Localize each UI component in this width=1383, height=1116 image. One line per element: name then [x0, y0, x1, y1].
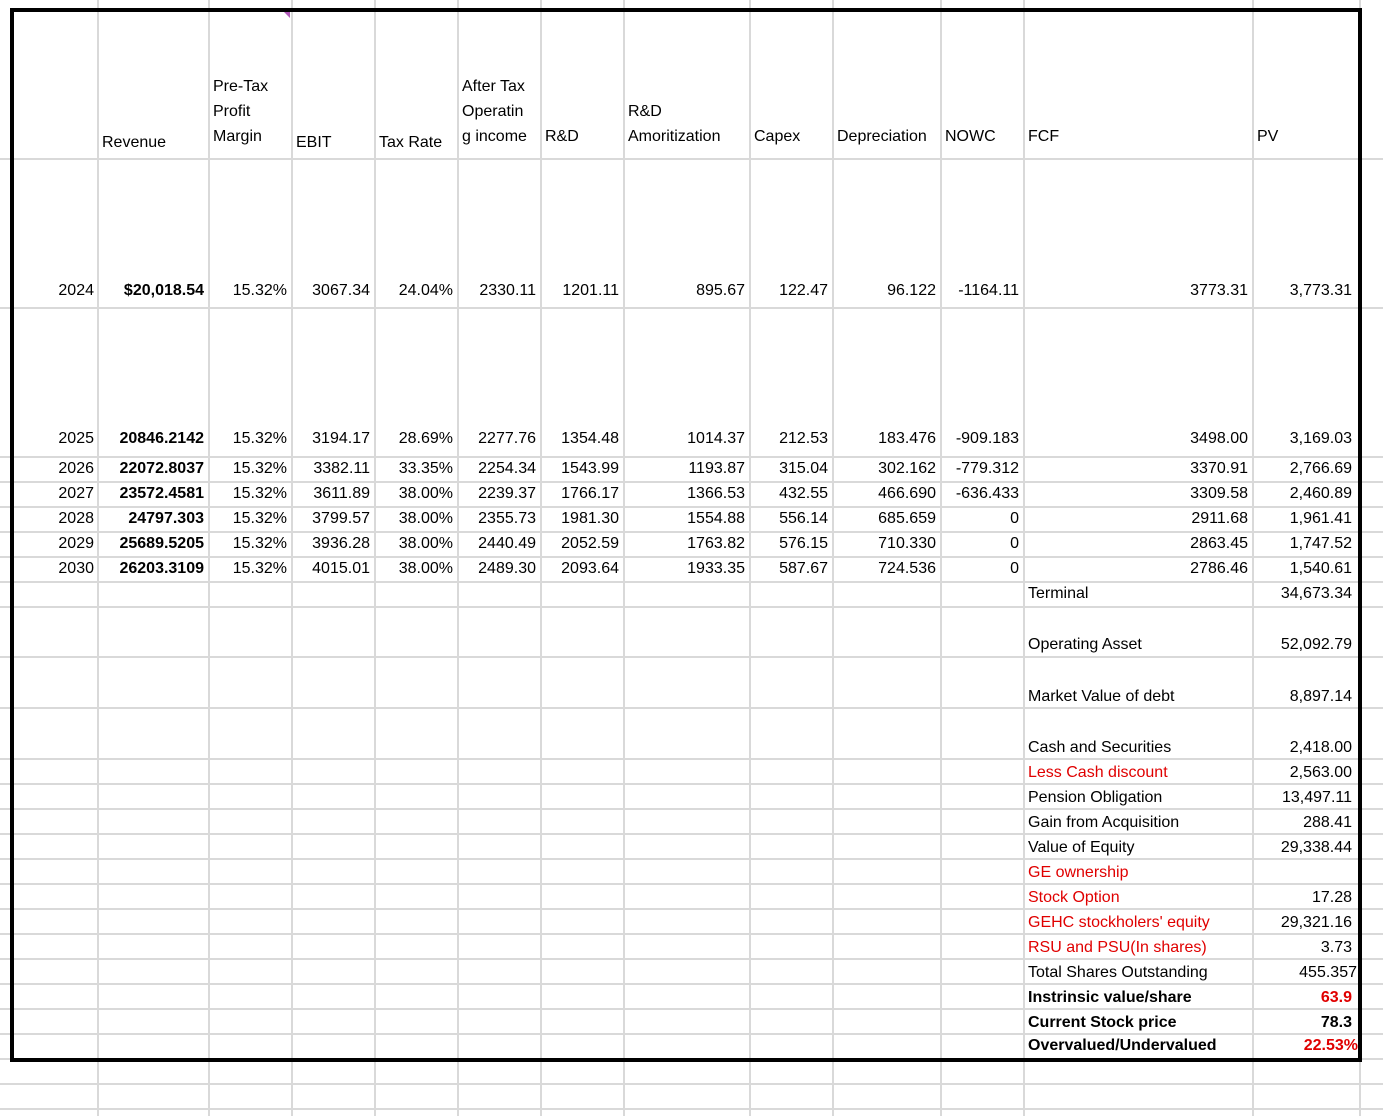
- grid-row-line: [0, 1058, 1383, 1060]
- cell-fcf[interactable]: 3773.31: [1190, 282, 1248, 299]
- summary-value[interactable]: 63.9: [1320, 989, 1352, 1006]
- header-rd-amort-1[interactable]: R&D: [628, 103, 662, 120]
- cell-rd-amort[interactable]: 1366.53: [687, 485, 745, 502]
- cell-nowc[interactable]: 0: [1010, 560, 1019, 577]
- summary-value[interactable]: 29,338.44: [1280, 839, 1352, 856]
- cell-revenue[interactable]: 23572.4581: [119, 485, 204, 502]
- cell-capex[interactable]: 432.55: [779, 485, 828, 502]
- cell-tax-rate[interactable]: 38.00%: [398, 535, 453, 552]
- summary-label[interactable]: Pension Obligation: [1028, 789, 1163, 806]
- cell-fcf[interactable]: 2863.45: [1190, 535, 1248, 552]
- summary-value[interactable]: 288.41: [1303, 814, 1352, 831]
- cell-rd[interactable]: 2093.64: [561, 560, 619, 577]
- cell-rd[interactable]: 1201.11: [562, 282, 619, 299]
- header-margin-2[interactable]: Profit: [213, 103, 251, 120]
- summary-value[interactable]: 34,673.34: [1280, 585, 1352, 602]
- cell-rd-amort[interactable]: 1763.82: [687, 535, 745, 552]
- cell-rd[interactable]: 1354.48: [561, 430, 619, 447]
- cell-pv[interactable]: 2,460.89: [1289, 485, 1352, 502]
- cell-capex[interactable]: 122.47: [779, 282, 828, 299]
- cell-year[interactable]: 2030: [58, 560, 94, 577]
- cell-year[interactable]: 2024: [58, 282, 94, 299]
- summary-label[interactable]: GEHC stockholers' equity: [1028, 914, 1210, 931]
- cell-margin[interactable]: 15.32%: [232, 282, 287, 299]
- cell-fcf[interactable]: 2786.46: [1190, 560, 1248, 577]
- summary-value[interactable]: 455.357: [1299, 964, 1357, 981]
- summary-value[interactable]: 8,897.14: [1289, 688, 1352, 705]
- cell-depreciation[interactable]: 96.122: [887, 282, 936, 299]
- cell-tax-rate[interactable]: 33.35%: [398, 460, 453, 477]
- cell-margin[interactable]: 15.32%: [232, 430, 287, 447]
- cell-comment-marker-icon[interactable]: [282, 10, 290, 18]
- summary-value[interactable]: 52,092.79: [1280, 636, 1352, 653]
- cell-revenue[interactable]: 20846.2142: [119, 430, 204, 447]
- cell-year[interactable]: 2028: [58, 510, 94, 527]
- cell-revenue[interactable]: 26203.3109: [119, 560, 204, 577]
- grid-row-line: [0, 1108, 1383, 1110]
- cell-after-tax[interactable]: 2440.49: [478, 535, 536, 552]
- header-depreciation[interactable]: Depreciation: [837, 128, 927, 145]
- cell-after-tax[interactable]: 2355.73: [478, 510, 536, 527]
- cell-fcf[interactable]: 3498.00: [1190, 430, 1248, 447]
- cell-pv[interactable]: 1,747.52: [1289, 535, 1352, 552]
- grid-column-line: [1359, 0, 1361, 1116]
- summary-label[interactable]: Current Stock price: [1028, 1014, 1177, 1031]
- header-after-tax-1[interactable]: After Tax: [462, 78, 525, 95]
- grid-row-line: [0, 606, 1383, 608]
- cell-nowc[interactable]: -909.183: [955, 430, 1019, 447]
- header-nowc[interactable]: NOWC: [945, 128, 996, 145]
- summary-label[interactable]: Terminal: [1028, 585, 1089, 602]
- cell-nowc[interactable]: -636.433: [955, 485, 1019, 502]
- summary-label[interactable]: RSU and PSU(In shares): [1028, 939, 1207, 956]
- cell-ebit[interactable]: 4015.01: [312, 560, 370, 577]
- cell-nowc[interactable]: -1164.11: [958, 282, 1019, 299]
- cell-revenue[interactable]: 24797.303: [128, 510, 204, 527]
- cell-fcf[interactable]: 3309.58: [1190, 485, 1248, 502]
- grid-row-line: [0, 307, 1383, 309]
- cell-nowc[interactable]: 0: [1010, 535, 1019, 552]
- summary-label[interactable]: Stock Option: [1028, 889, 1120, 906]
- cell-capex[interactable]: 576.15: [779, 535, 828, 552]
- summary-label[interactable]: Less Cash discount: [1028, 764, 1168, 781]
- cell-rd-amort[interactable]: 1554.88: [687, 510, 745, 527]
- cell-nowc[interactable]: 0: [1010, 510, 1019, 527]
- cell-fcf[interactable]: 2911.68: [1191, 510, 1248, 527]
- cell-year[interactable]: 2025: [58, 430, 94, 447]
- cell-pv[interactable]: 3,169.03: [1289, 430, 1352, 447]
- summary-label[interactable]: Cash and Securities: [1028, 739, 1172, 756]
- header-fcf[interactable]: FCF: [1028, 128, 1060, 145]
- cell-nowc[interactable]: -779.312: [955, 460, 1019, 477]
- cell-rd-amort[interactable]: 1933.35: [687, 560, 745, 577]
- cell-after-tax[interactable]: 2239.37: [478, 485, 536, 502]
- cell-depreciation[interactable]: 685.659: [878, 510, 936, 527]
- cell-margin[interactable]: 15.32%: [232, 485, 287, 502]
- cell-ebit[interactable]: 3799.57: [312, 510, 370, 527]
- cell-revenue[interactable]: 25689.5205: [119, 535, 204, 552]
- cell-pv[interactable]: 2,766.69: [1289, 460, 1352, 477]
- summary-value[interactable]: [1152, 860, 1352, 885]
- cell-capex[interactable]: 212.53: [779, 430, 828, 447]
- summary-value[interactable]: 78.3: [1320, 1014, 1352, 1031]
- summary-value[interactable]: 2,418.00: [1289, 739, 1352, 756]
- cell-ebit[interactable]: 3194.17: [312, 430, 370, 447]
- header-margin-1[interactable]: Pre-Tax: [213, 78, 269, 95]
- cell-ebit[interactable]: 3611.89: [313, 485, 370, 502]
- cell-capex[interactable]: 556.14: [779, 510, 828, 527]
- cell-fcf[interactable]: 3370.91: [1190, 460, 1248, 477]
- header-capex[interactable]: Capex: [754, 128, 801, 145]
- cell-rd-amort[interactable]: 895.67: [696, 282, 745, 299]
- summary-label[interactable]: Total Shares Outstanding: [1028, 964, 1208, 981]
- cell-pv[interactable]: 1,961.41: [1289, 510, 1352, 527]
- cell-margin[interactable]: 15.32%: [232, 560, 287, 577]
- cell-after-tax[interactable]: 2277.76: [478, 430, 536, 447]
- cell-tax-rate[interactable]: 38.00%: [398, 485, 453, 502]
- summary-label[interactable]: Value of Equity: [1028, 839, 1135, 856]
- cell-pv[interactable]: 3,773.31: [1289, 282, 1352, 299]
- cell-depreciation[interactable]: 724.536: [878, 560, 936, 577]
- cell-margin[interactable]: 15.32%: [232, 510, 287, 527]
- header-after-tax-3[interactable]: g income: [462, 128, 527, 145]
- cell-depreciation[interactable]: 302.162: [878, 460, 936, 477]
- cell-tax-rate[interactable]: 38.00%: [398, 510, 453, 527]
- cell-pv[interactable]: 1,540.61: [1289, 560, 1352, 577]
- summary-label[interactable]: Operating Asset: [1028, 636, 1142, 653]
- summary-label[interactable]: Overvalued/Undervalued: [1028, 1037, 1217, 1054]
- cell-capex[interactable]: 587.67: [779, 560, 828, 577]
- summary-value[interactable]: 17.28: [1311, 889, 1352, 906]
- summary-label[interactable]: Gain from Acquisition: [1028, 814, 1180, 831]
- header-rd[interactable]: R&D: [545, 128, 579, 145]
- cell-year[interactable]: 2026: [58, 460, 94, 477]
- grid-row-line: [0, 158, 1383, 160]
- cell-after-tax[interactable]: 2254.34: [478, 460, 536, 477]
- header-pv[interactable]: PV: [1257, 128, 1279, 145]
- cell-year[interactable]: 2029: [58, 535, 94, 552]
- cell-rd-amort[interactable]: 1014.37: [687, 430, 745, 447]
- cell-ebit[interactable]: 3936.28: [312, 535, 370, 552]
- summary-value[interactable]: 13,497.11: [1282, 789, 1352, 806]
- header-tax-rate[interactable]: Tax Rate: [379, 134, 443, 151]
- cell-ebit[interactable]: 3382.11: [313, 460, 370, 477]
- cell-margin[interactable]: 15.32%: [232, 535, 287, 552]
- cell-after-tax[interactable]: 2489.30: [478, 560, 536, 577]
- summary-label[interactable]: GE ownership: [1028, 864, 1129, 881]
- header-after-tax-2[interactable]: Operatin: [462, 103, 524, 120]
- cell-rd[interactable]: 1981.30: [561, 510, 619, 527]
- cell-capex[interactable]: 315.04: [779, 460, 828, 477]
- cell-depreciation[interactable]: 183.476: [878, 430, 936, 447]
- summary-value[interactable]: 2,563.00: [1289, 764, 1352, 781]
- cell-revenue[interactable]: 22072.8037: [119, 460, 204, 477]
- summary-label[interactable]: Market Value of debt: [1028, 688, 1175, 705]
- cell-rd-amort[interactable]: 1193.87: [688, 460, 745, 477]
- cell-rd[interactable]: 1766.17: [561, 485, 619, 502]
- grid-row-line: [0, 1083, 1383, 1085]
- summary-value[interactable]: 29,321.16: [1280, 914, 1352, 931]
- cell-depreciation[interactable]: 710.330: [878, 535, 936, 552]
- summary-value[interactable]: 22.53%: [1303, 1037, 1358, 1054]
- cell-year[interactable]: 2027: [58, 485, 94, 502]
- summary-value[interactable]: 3.73: [1320, 939, 1352, 956]
- header-revenue[interactable]: Revenue: [102, 134, 167, 151]
- cell-ebit[interactable]: 3067.34: [312, 282, 370, 299]
- cell-revenue[interactable]: $20,018.54: [123, 282, 204, 299]
- header-ebit[interactable]: EBIT: [296, 134, 332, 151]
- cell-depreciation[interactable]: 466.690: [878, 485, 936, 502]
- cell-tax-rate[interactable]: 28.69%: [398, 430, 453, 447]
- cell-rd[interactable]: 1543.99: [561, 460, 619, 477]
- header-rd-amort-2[interactable]: Amoritization: [628, 128, 721, 145]
- cell-tax-rate[interactable]: 38.00%: [398, 560, 453, 577]
- summary-label[interactable]: Instrinsic value/share: [1028, 989, 1192, 1006]
- cell-margin[interactable]: 15.32%: [232, 460, 287, 477]
- cell-after-tax[interactable]: 2330.11: [479, 282, 536, 299]
- cell-rd[interactable]: 2052.59: [561, 535, 619, 552]
- grid-column-line: [1023, 0, 1025, 1116]
- cell-tax-rate[interactable]: 24.04%: [398, 282, 453, 299]
- header-margin-3[interactable]: Margin: [213, 128, 262, 145]
